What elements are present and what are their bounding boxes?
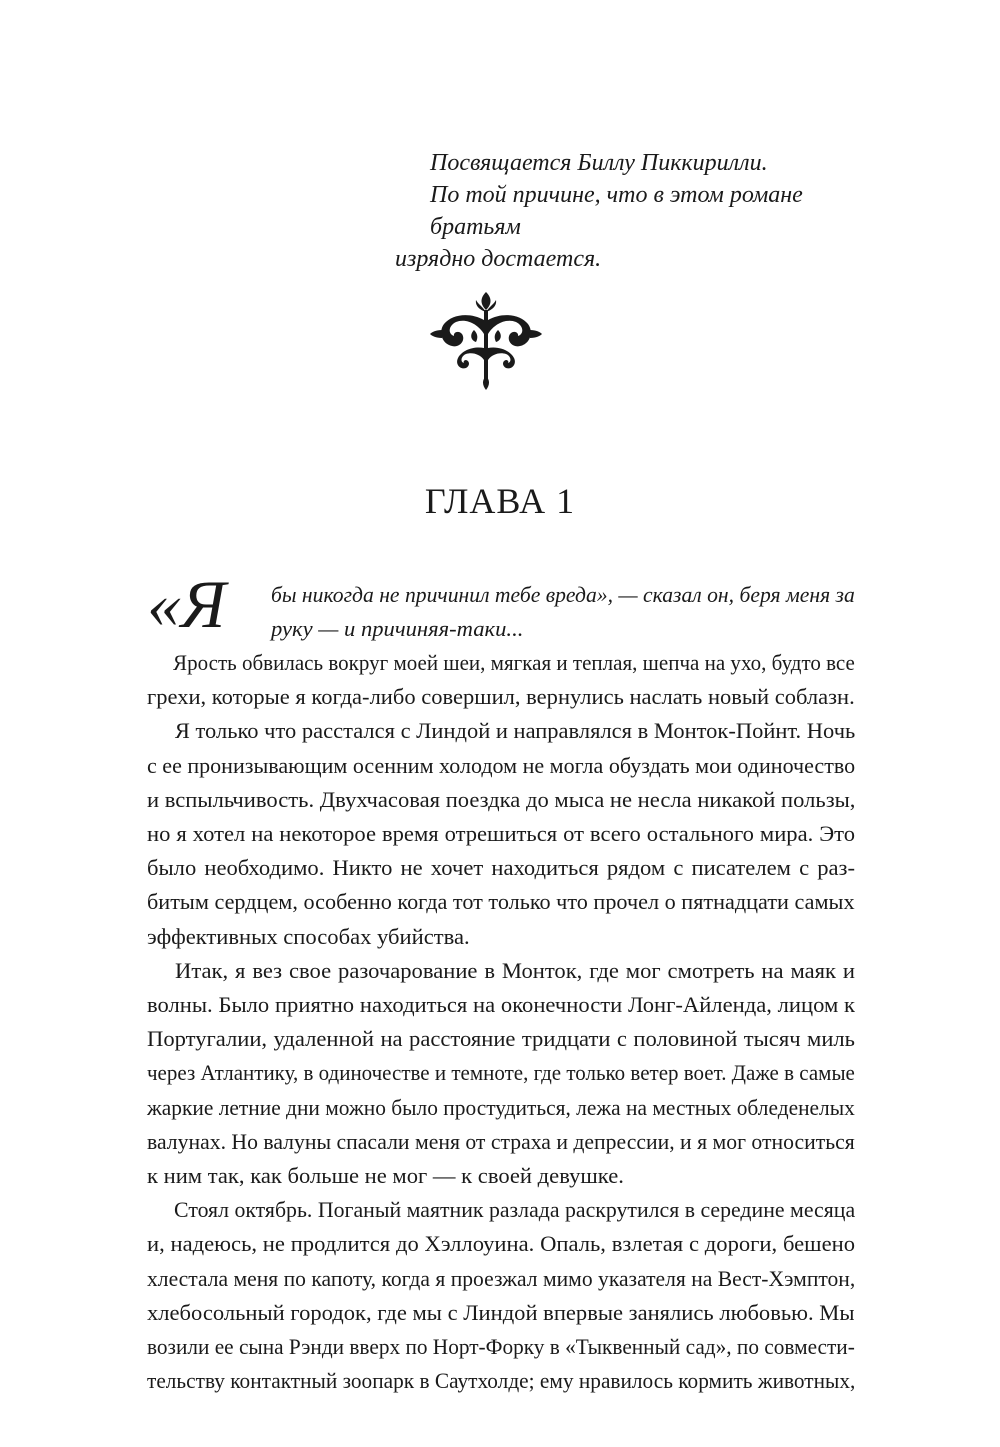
text-line: валунах. Но валуны спасали меня от страха и депрессии, и я мог относиться xyxy=(147,1128,855,1154)
text-line: через Атлантику, в одиночестве и темноте, где только ветер воет. Даже в самые xyxy=(147,1060,855,1086)
text-line: Итак, я вез свое разочарование в Монток, где мог смотреть на маяк и xyxy=(175,957,855,983)
text-line: хлебосольный городок, где мы с Линдой впервые занялись любовью. Мы xyxy=(147,1299,855,1325)
opening-line-1: бы никогда не причинил тебе вреда», — сказал он, беря меня за xyxy=(271,582,855,607)
text-line: возили ее сына Рэнди вверх по Норт-Форку в «Тыквенный сад», по совмести- xyxy=(147,1334,855,1360)
text-line: было необходимо. Никто не хочет находиться рядом с писателем с раз- xyxy=(147,855,855,881)
text-line: жаркие летние дни можно было простудиться, лежа на местных обледенелых xyxy=(147,1094,855,1120)
text-line: грехи, которые я когда-либо совершил, вернулись наслать новый соблазн. xyxy=(147,684,855,710)
text-line: эффективных способах убийства. xyxy=(147,923,470,949)
text-line: и вспыльчивость. Двухчасовая поездка до мыса не несла никакой пользы, xyxy=(147,786,856,812)
chapter-title: ГЛАВА 1 xyxy=(424,481,576,521)
paragraph xyxy=(147,1193,855,1398)
text-line: и, надеюсь, не продлится до Хэллоуина. Опаль, взлетая с дороги, бешено xyxy=(147,1231,855,1257)
text-line: Стоял октябрь. Поганый маятник разлада раскрутился в середине месяца xyxy=(174,1197,856,1223)
floral-ornament-icon xyxy=(430,290,542,390)
text-line: битым сердцем, особенно когда тот только что прочел о пятнадцати самых xyxy=(147,889,855,915)
paragraph xyxy=(147,646,855,714)
text-line: к ним так, как больше не мог — к своей девушке. xyxy=(147,1163,624,1189)
text-line: с ее пронизывающим осенним холодом не могла обуздать мои одиночество xyxy=(147,752,856,778)
text-line: Португалии, удаленной на расстояние тридцати с половиной тысяч миль xyxy=(147,1026,855,1052)
text-line: волны. Было приятно находиться на оконечности Лонг-Айленда, лицом к xyxy=(147,992,855,1018)
opening-paragraph xyxy=(147,566,855,646)
dedication-line-1: Посвящается Биллу Пиккирилли. xyxy=(430,150,768,176)
text-line: тельству контактный зоопарк в Саутхолде; ему нравилось кормить животных, xyxy=(147,1368,856,1394)
dedication-line-3: изрядно достается. xyxy=(395,246,602,272)
text-line: Ярость обвилась вокруг моей шеи, мягкая и теплая, шепча на ухо, будто все xyxy=(173,650,855,675)
dedication-line-2: По той причине, что в этом романе братьям xyxy=(430,182,803,240)
text-line: хлестала меня по капоту, когда я проезжал мимо указателя на Вест-Хэмптон, xyxy=(147,1265,856,1291)
paragraph xyxy=(147,954,855,1193)
text-line: но я хотел на некоторое время отрешиться от всего остального мира. Это xyxy=(147,821,855,847)
opening-line-2: руку — и причиняя-таки... xyxy=(271,616,524,641)
dedication xyxy=(395,147,865,275)
drop-cap: «Я xyxy=(147,566,226,642)
text-line: Я только что расстался с Линдой и направлялся в Монток-Пойнт. Ночь xyxy=(174,718,856,744)
chapter-body xyxy=(147,566,856,1398)
paragraph xyxy=(147,714,855,953)
